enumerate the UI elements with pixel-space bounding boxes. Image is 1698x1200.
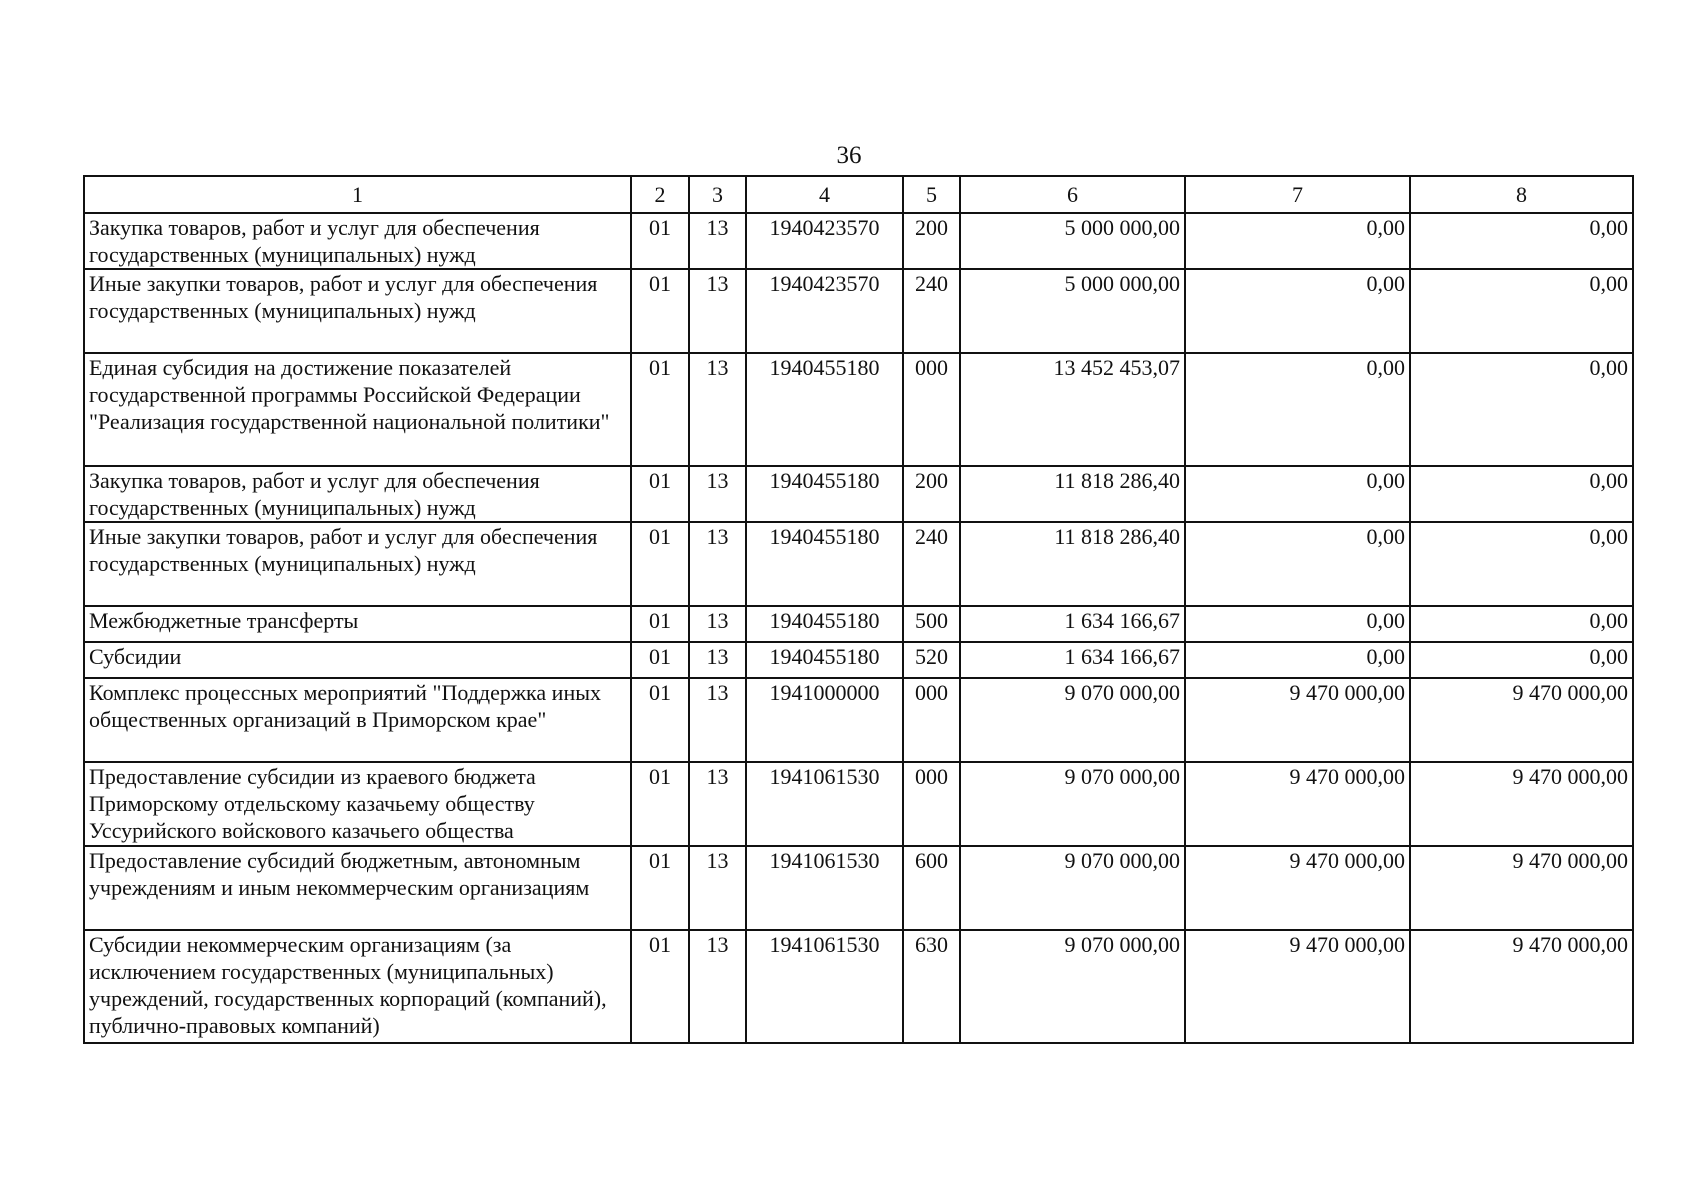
- amount-cell: 0,00: [1185, 606, 1410, 642]
- section-code-cell: 01: [631, 846, 689, 930]
- amount-cell: 9 070 000,00: [960, 846, 1185, 930]
- subsection-code-cell: 13: [689, 522, 746, 606]
- expense-name-cell: Комплекс процессных мероприятий "Поддержка иных общественных организаций в Приморском крае": [84, 678, 631, 762]
- expense-type-code-cell: 000: [903, 678, 960, 762]
- amount-cell: 11 818 286,40: [960, 466, 1185, 522]
- expense-type-code-cell: 500: [903, 606, 960, 642]
- subsection-code-cell: 13: [689, 353, 746, 466]
- amount-cell: 0,00: [1410, 213, 1633, 269]
- target-article-code-cell: 1940423570: [746, 213, 903, 269]
- column-header-7: 7: [1185, 176, 1410, 213]
- column-header-5: 5: [903, 176, 960, 213]
- target-article-code-cell: 1940455180: [746, 642, 903, 678]
- target-article-code-cell: 1940455180: [746, 522, 903, 606]
- amount-cell: 9 470 000,00: [1410, 762, 1633, 846]
- amount-cell: 0,00: [1410, 466, 1633, 522]
- expense-name-cell: Предоставление субсидий бюджетным, автономным учреждениям и иным некоммерческим организациям: [84, 846, 631, 930]
- subsection-code-cell: 13: [689, 678, 746, 762]
- expense-type-code-cell: 520: [903, 642, 960, 678]
- expense-type-code-cell: 200: [903, 213, 960, 269]
- table-row: [84, 846, 1633, 930]
- table-row: [84, 213, 1633, 269]
- amount-cell: 0,00: [1185, 353, 1410, 466]
- amount-cell: 0,00: [1410, 522, 1633, 606]
- target-article-code-cell: 1940455180: [746, 466, 903, 522]
- budget-table: [83, 175, 1634, 1044]
- subsection-code-cell: 13: [689, 762, 746, 846]
- table-row: [84, 678, 1633, 762]
- table-row: [84, 642, 1633, 678]
- amount-cell: 9 470 000,00: [1410, 678, 1633, 762]
- section-code-cell: 01: [631, 762, 689, 846]
- amount-cell: 5 000 000,00: [960, 213, 1185, 269]
- amount-cell: 0,00: [1185, 642, 1410, 678]
- column-number-header-row: [84, 176, 1633, 213]
- amount-cell: 0,00: [1185, 522, 1410, 606]
- amount-cell: 1 634 166,67: [960, 642, 1185, 678]
- expense-name-cell: Иные закупки товаров, работ и услуг для обеспечения государственных (муниципальных) нужд: [84, 522, 631, 606]
- table-row: [84, 269, 1633, 353]
- amount-cell: 9 470 000,00: [1410, 846, 1633, 930]
- amount-cell: 9 470 000,00: [1185, 678, 1410, 762]
- expense-type-code-cell: 240: [903, 522, 960, 606]
- subsection-code-cell: 13: [689, 269, 746, 353]
- amount-cell: 9 070 000,00: [960, 930, 1185, 1043]
- column-header-1: 1: [84, 176, 631, 213]
- amount-cell: 5 000 000,00: [960, 269, 1185, 353]
- expense-type-code-cell: 240: [903, 269, 960, 353]
- expense-name-cell: Предоставление субсидии из краевого бюджета Приморскому отдельскому казачьему обществу Уссурийского войскового казачьего общества: [84, 762, 631, 846]
- amount-cell: 0,00: [1185, 213, 1410, 269]
- target-article-code-cell: 1941061530: [746, 846, 903, 930]
- expense-type-code-cell: 200: [903, 466, 960, 522]
- expense-name-cell: Единая субсидия на достижение показателей государственной программы Российской Федерации "Реализация государственной национальной политики": [84, 353, 631, 466]
- amount-cell: 0,00: [1185, 466, 1410, 522]
- column-header-2: 2: [631, 176, 689, 213]
- amount-cell: 13 452 453,07: [960, 353, 1185, 466]
- target-article-code-cell: 1941061530: [746, 930, 903, 1043]
- subsection-code-cell: 13: [689, 642, 746, 678]
- section-code-cell: 01: [631, 269, 689, 353]
- table-row: [84, 353, 1633, 466]
- amount-cell: 9 470 000,00: [1185, 762, 1410, 846]
- amount-cell: 0,00: [1410, 642, 1633, 678]
- expense-name-cell: Субсидии: [84, 642, 631, 678]
- amount-cell: 9 470 000,00: [1410, 930, 1633, 1043]
- subsection-code-cell: 13: [689, 930, 746, 1043]
- amount-cell: 0,00: [1410, 353, 1633, 466]
- expense-name-cell: Иные закупки товаров, работ и услуг для обеспечения государственных (муниципальных) нужд: [84, 269, 631, 353]
- section-code-cell: 01: [631, 522, 689, 606]
- table-row: [84, 762, 1633, 846]
- expense-name-cell: Межбюджетные трансферты: [84, 606, 631, 642]
- section-code-cell: 01: [631, 642, 689, 678]
- column-header-6: 6: [960, 176, 1185, 213]
- target-article-code-cell: 1940455180: [746, 353, 903, 466]
- expense-name-cell: Закупка товаров, работ и услуг для обеспечения государственных (муниципальных) нужд: [84, 466, 631, 522]
- column-header-4: 4: [746, 176, 903, 213]
- table-row: [84, 522, 1633, 606]
- expense-name-cell: Закупка товаров, работ и услуг для обеспечения государственных (муниципальных) нужд: [84, 213, 631, 269]
- expense-type-code-cell: 000: [903, 762, 960, 846]
- subsection-code-cell: 13: [689, 466, 746, 522]
- table-row: [84, 606, 1633, 642]
- target-article-code-cell: 1940423570: [746, 269, 903, 353]
- column-header-3: 3: [689, 176, 746, 213]
- subsection-code-cell: 13: [689, 846, 746, 930]
- amount-cell: 0,00: [1185, 269, 1410, 353]
- target-article-code-cell: 1940455180: [746, 606, 903, 642]
- section-code-cell: 01: [631, 930, 689, 1043]
- amount-cell: 9 470 000,00: [1185, 930, 1410, 1043]
- amount-cell: 9 070 000,00: [960, 762, 1185, 846]
- amount-cell: 9 070 000,00: [960, 678, 1185, 762]
- section-code-cell: 01: [631, 213, 689, 269]
- section-code-cell: 01: [631, 466, 689, 522]
- target-article-code-cell: 1941000000: [746, 678, 903, 762]
- section-code-cell: 01: [631, 353, 689, 466]
- amount-cell: 0,00: [1410, 269, 1633, 353]
- table-row: [84, 466, 1633, 522]
- column-header-8: 8: [1410, 176, 1633, 213]
- amount-cell: 9 470 000,00: [1185, 846, 1410, 930]
- subsection-code-cell: 13: [689, 213, 746, 269]
- expense-type-code-cell: 600: [903, 846, 960, 930]
- expense-type-code-cell: 000: [903, 353, 960, 466]
- expense-type-code-cell: 630: [903, 930, 960, 1043]
- section-code-cell: 01: [631, 678, 689, 762]
- amount-cell: 11 818 286,40: [960, 522, 1185, 606]
- section-code-cell: 01: [631, 606, 689, 642]
- subsection-code-cell: 13: [689, 606, 746, 642]
- amount-cell: 0,00: [1410, 606, 1633, 642]
- expense-name-cell: Субсидии некоммерческим организациям (за исключением государственных (муниципальных) учреждений, государственных корпораций (компаний), публично-правовых компаний): [84, 930, 631, 1043]
- table-row: [84, 930, 1633, 1043]
- amount-cell: 1 634 166,67: [960, 606, 1185, 642]
- target-article-code-cell: 1941061530: [746, 762, 903, 846]
- page-number: 36: [836, 142, 862, 169]
